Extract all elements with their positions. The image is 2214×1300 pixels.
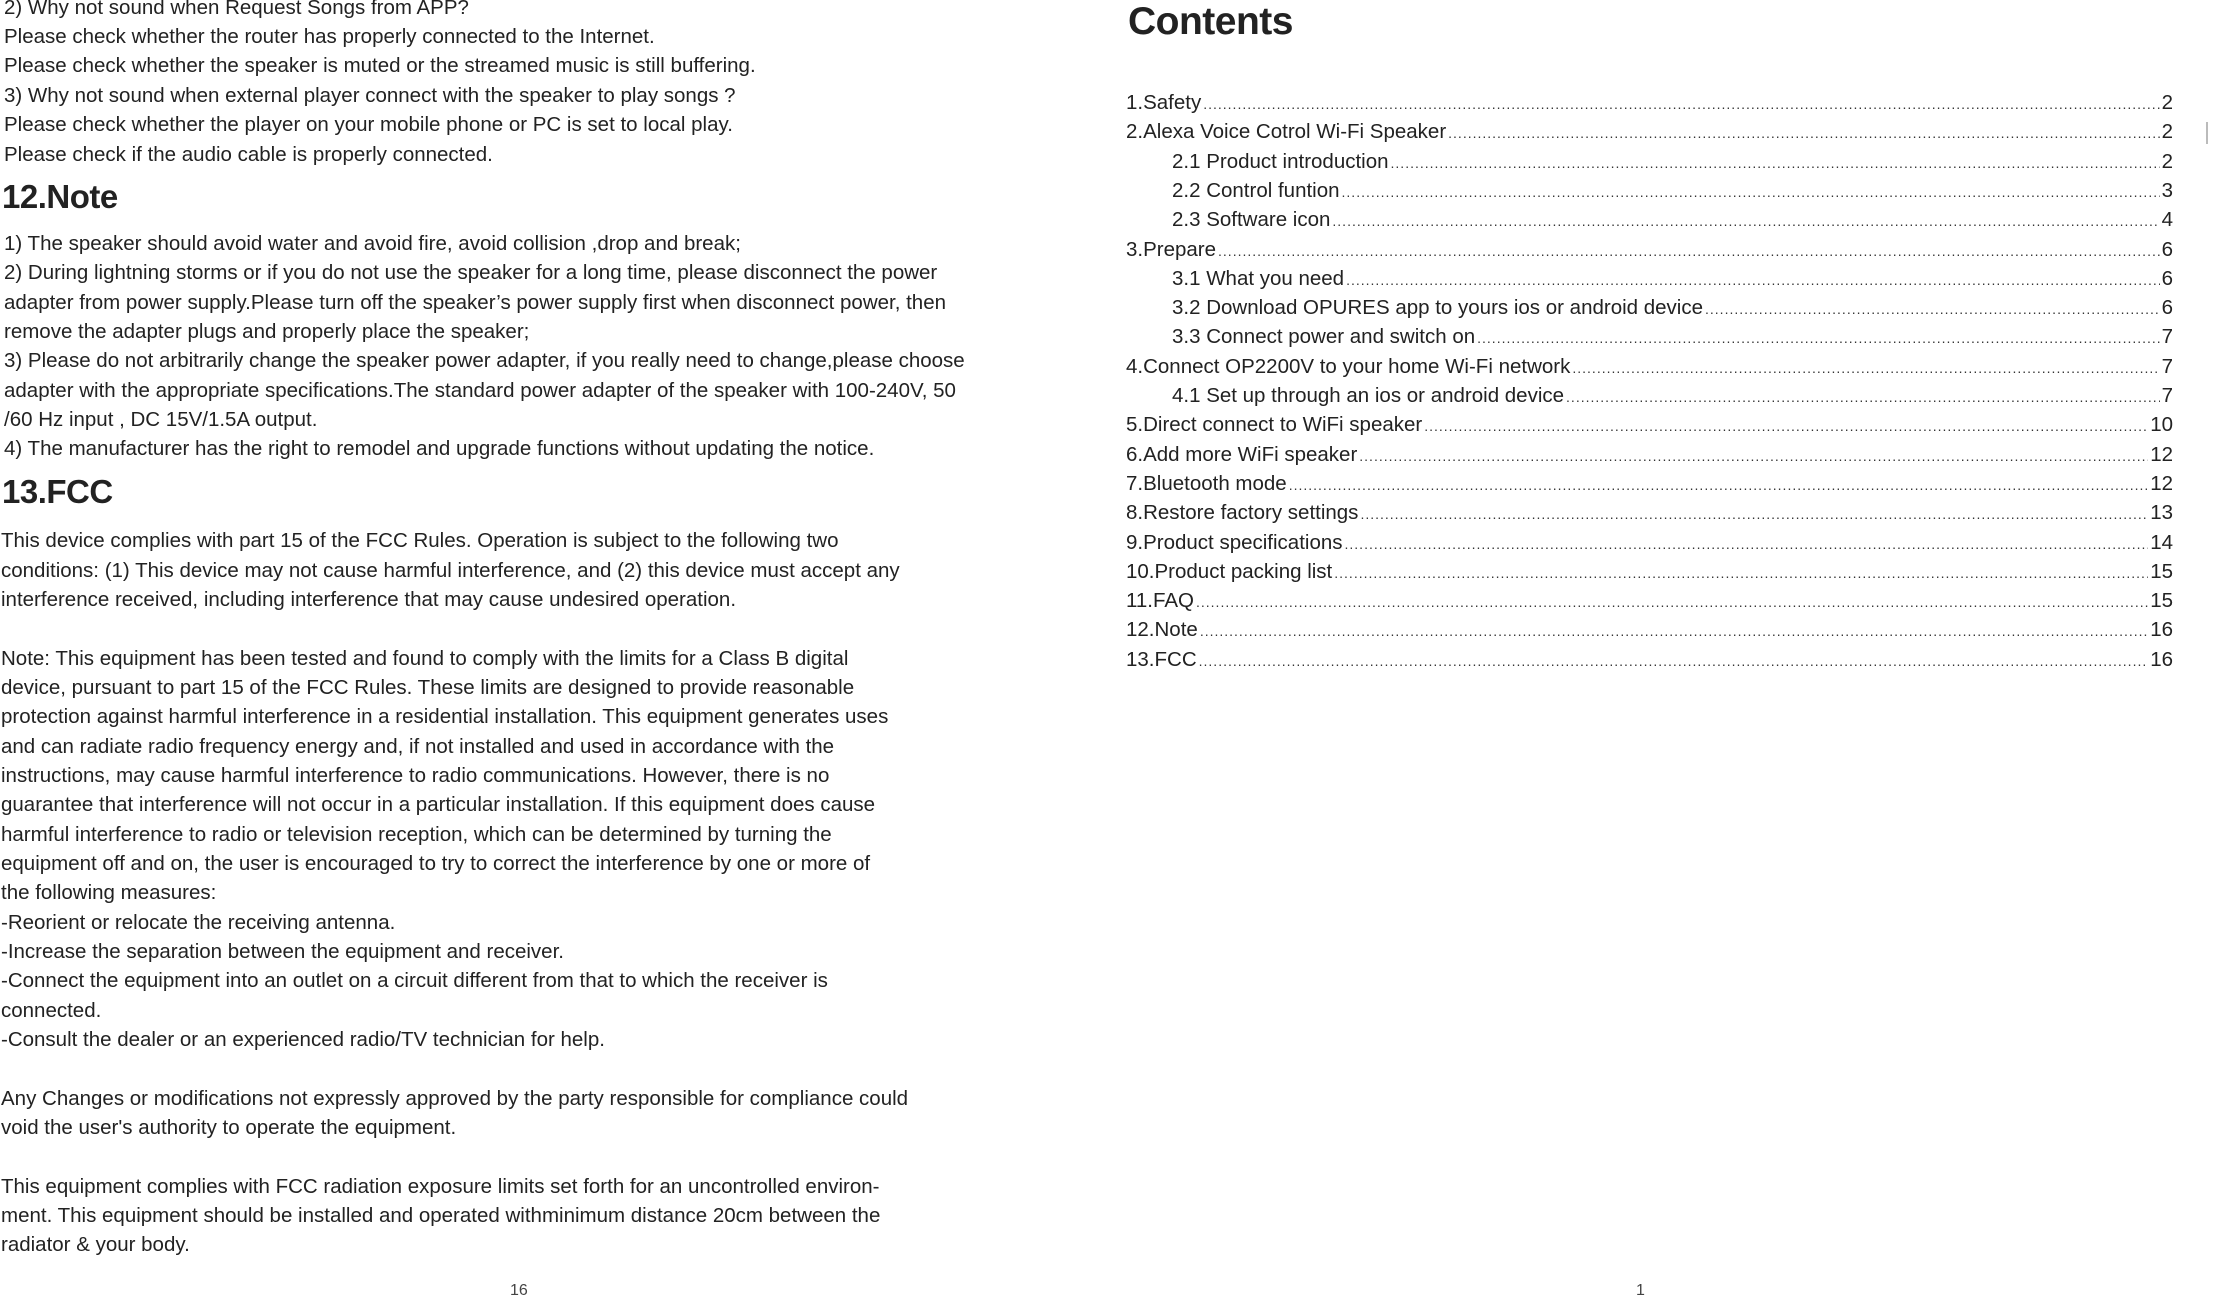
fcc-line: connected. [1,999,102,1022]
fcc-line: -Reorient or relocate the receiving antenna. [1,911,396,934]
toc-entry-label: 2.2 Control funtion [1172,178,1340,202]
toc-leader-dots [1200,617,2148,645]
toc-entry[interactable] [1172,206,2173,235]
toc-leader-dots [1477,324,2159,352]
toc-entry-page: 2 [2161,120,2173,144]
faq-line: Please check whether the player on your mobile phone or PC is set to local play. [4,113,733,136]
toc-entry-page: 10 [2150,413,2173,437]
toc-entry-page: 12 [2150,442,2173,466]
fcc-line: and can radiate radio frequency energy and, if not installed and used in accordance with the [1,735,835,758]
note-line: adapter with the appropriate specifications.The standard power adapter of the speaker with 100-240V, 50 [4,379,956,402]
toc-leader-dots [1566,383,2160,411]
faq-line: 3) Why not sound when external player connect with the speaker to play songs ? [4,84,736,107]
toc-entry-page: 15 [2150,559,2173,583]
left-page [0,0,1090,1299]
toc-leader-dots [1359,442,2148,470]
toc-entry-label: 2.Alexa Voice Cotrol Wi-Fi Speaker [1126,120,1447,144]
toc-leader-dots [1342,178,2160,206]
toc-leader-dots [1424,412,2148,440]
note-line: 1) The speaker should avoid water and avoid fire, avoid collision ,drop and break; [4,232,741,255]
toc-entry-label: 10.Product packing list [1126,559,1333,583]
toc-entry[interactable] [1126,353,2173,382]
page-number: 1 [1636,1282,1645,1299]
toc-leader-dots [1448,119,2159,147]
toc-leader-dots [1572,354,2159,382]
toc-entry[interactable] [1126,616,2173,645]
toc-entry-page: 7 [2161,354,2173,378]
toc-entry-label: 4.1 Set up through an ios or android device [1172,384,1565,407]
toc-entry-label: 9.Product specifications [1126,530,1343,554]
toc-entry-page: 13 [2150,501,2173,525]
toc-entry[interactable] [1126,529,2173,558]
fcc-line: equipment off and on, the user is encouraged to try to correct the interference by one or more of [1,852,871,875]
toc-entry-label: 5.Direct connect to WiFi speaker [1126,413,1423,437]
toc-entry-label: 3.1 What you need [1172,266,1345,290]
toc-leader-dots [1196,588,2148,616]
toc-entry-page: 7 [2161,325,2173,349]
fcc-line: the following measures: [1,881,217,904]
toc-entry[interactable] [1126,470,2173,499]
toc-entry[interactable] [1126,236,2173,265]
toc-leader-dots [1391,149,2160,177]
fcc-line: instructions, may cause harmful interference to radio communications. However, there is no [1,764,830,787]
toc-leader-dots [1289,471,2148,499]
page-edge-mark [2206,122,2214,144]
toc-entry-label: 7.Bluetooth mode [1126,471,1287,495]
toc-entry[interactable] [1126,499,2173,528]
faq-line: Please check whether the speaker is muted or the streamed music is still buffering. [4,54,756,77]
toc-entry-label: 4.Connect OP2200V to your home Wi-Fi network [1126,354,1571,378]
toc-entry-page: 15 [2150,589,2173,613]
toc-leader-dots [1705,295,2160,323]
toc-entry-label: 2.1 Product introduction [1172,149,1389,173]
toc-entry-label: 2.3 Software icon [1172,208,1331,232]
right-page [1110,0,2214,1299]
toc-entry[interactable] [1126,118,2173,147]
toc-entry-page: 4 [2161,208,2173,232]
toc-entry-label: 6.Add more WiFi speaker [1126,442,1358,466]
toc-leader-dots [1360,500,2148,528]
toc-entry-page: 12 [2150,471,2173,495]
note-heading: 12.Note [2,178,118,215]
fcc-note-label: Note: [1,647,50,670]
fcc-line: This device complies with part 15 of the FCC Rules. Operation is subject to the following two [1,529,839,552]
toc-entry[interactable] [1172,294,2173,323]
toc-entry-page: 7 [2161,384,2173,407]
toc-leader-dots [1199,647,2149,675]
toc-entry[interactable] [1172,323,2173,352]
fcc-line: This equipment complies with FCC radiation exposure limits set forth for an uncontrolled environ- [1,1175,880,1198]
toc-entry[interactable] [1126,558,2173,587]
toc-entry-page: 6 [2161,296,2173,320]
toc-entry-page: 6 [2161,266,2173,290]
toc-entry-page: 2 [2161,91,2173,114]
fcc-line: protection against harmful interference in a residential installation. This equipment generates uses [1,705,889,728]
toc-entry-label: 12.Note [1126,618,1198,642]
page-number: 16 [510,1282,528,1299]
fcc-note-text: This equipment has been tested and found to comply with the limits for a Class B digital [50,647,849,670]
toc-entry-label: 3.Prepare [1126,237,1217,261]
toc-entry-label: 8.Restore factory settings [1126,501,1359,525]
toc-entry[interactable] [1172,148,2173,177]
toc-entry-page: 6 [2161,237,2173,261]
fcc-line: Any Changes or modifications not expressly approved by the party responsible for compliance could [1,1087,909,1110]
toc-entry-page: 2 [2161,149,2173,173]
faq-line: Please check if the audio cable is properly connected. [4,143,493,166]
toc-entry[interactable] [1126,411,2173,440]
fcc-line: device, pursuant to part 15 of the FCC Rules. These limits are designed to provide reasonable [1,676,855,699]
toc-leader-dots [1332,207,2159,235]
contents-title: Contents [1128,0,1293,43]
toc-entry[interactable] [1126,646,2173,675]
fcc-line: interference received, including interference that may cause undesired operation. [1,588,737,611]
toc-leader-dots [1218,237,2160,265]
fcc-note-line [1,645,848,673]
fcc-line: void the user's authority to operate the equipment. [1,1116,457,1139]
toc-entry-page: 16 [2150,647,2173,671]
toc-entry[interactable] [1172,382,2173,411]
toc-entry[interactable] [1126,89,2173,118]
fcc-line: guarantee that interference will not occur in a particular installation. If this equipment does cause [1,793,876,816]
toc-entry-label: 13.FCC [1126,647,1197,671]
fcc-line: radiator & your body. [1,1233,190,1256]
toc-entry-label: 11.FAQ [1126,589,1194,613]
note-line: remove the adapter plugs and properly place the speaker; [4,320,530,343]
toc-leader-dots [1203,90,2159,118]
fcc-line: -Consult the dealer or an experienced radio/TV technician for help. [1,1028,605,1051]
toc-entry-label: 3.2 Download OPURES app to yours ios or android device [1172,296,1704,320]
toc-entry-page: 16 [2150,618,2173,642]
toc-entry[interactable] [1126,441,2173,470]
toc-entry[interactable] [1172,265,2173,294]
toc-entry[interactable] [1126,587,2173,616]
note-line: 2) During lightning storms or if you do not use the speaker for a long time, please disconnect the power [4,261,938,284]
faq-line: Please check whether the router has properly connected to the Internet. [4,25,655,48]
fcc-line: -Connect the equipment into an outlet on a circuit different from that to which the receiver is [1,969,828,992]
faq-line: 2) Why not sound when Request Songs from APP? [4,0,469,19]
fcc-line: conditions: (1) This device may not cause harmful interference, and (2) this device must accept any [1,559,900,582]
toc-entry-label: 3.3 Connect power and switch on [1172,325,1476,349]
toc-entry-label: 1.Safety [1126,91,1202,114]
note-line: /60 Hz input , DC 15V/1.5A output. [4,408,318,431]
toc-leader-dots [1345,530,2149,558]
toc-leader-dots [1346,266,2160,294]
note-line: adapter from power supply.Please turn off the speaker’s power supply first when disconnect power, then [4,291,947,314]
fcc-heading: 13.FCC [2,473,113,510]
fcc-line: ment. This equipment should be installed and operated withminimum distance 20cm between the [1,1204,881,1227]
note-line: 4) The manufacturer has the right to remodel and upgrade functions without updating the notice. [4,437,875,460]
fcc-line: harmful interference to radio or television reception, which can be determined by turning the [1,823,832,846]
toc-entry-page: 14 [2150,530,2173,554]
toc-entry[interactable] [1172,177,2173,206]
fcc-line: -Increase the separation between the equipment and receiver. [1,940,564,963]
toc-entry-page: 3 [2161,178,2173,202]
toc-leader-dots [1334,559,2148,587]
note-line: 3) Please do not arbitrarily change the speaker power adapter, if you really need to change,please choose [4,349,965,372]
